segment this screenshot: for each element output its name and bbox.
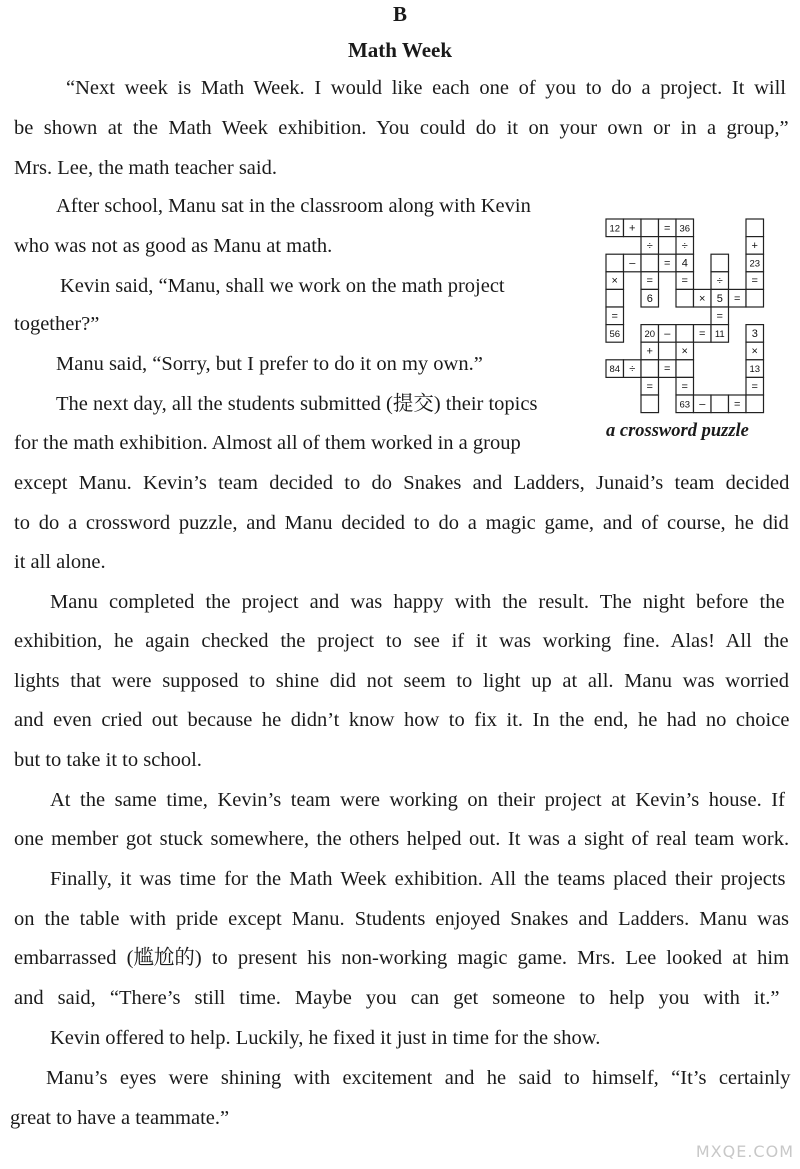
crossword-cell bbox=[694, 325, 712, 343]
crossword-cell bbox=[641, 289, 659, 307]
crossword-cell bbox=[659, 360, 677, 378]
svg-text:×: × bbox=[751, 345, 758, 358]
text-line: Kevin said, “Manu, shall we work on the math project bbox=[60, 275, 505, 297]
crossword-cell bbox=[606, 219, 624, 237]
crossword-cell bbox=[711, 272, 729, 290]
crossword-cell bbox=[641, 254, 659, 272]
crossword-cell bbox=[659, 219, 677, 237]
svg-text:84: 84 bbox=[609, 364, 621, 376]
text-line: it all alone. bbox=[14, 551, 106, 573]
svg-text:36: 36 bbox=[679, 223, 691, 235]
svg-text:–: – bbox=[664, 328, 671, 340]
crossword-cell bbox=[676, 395, 694, 413]
svg-text:=: = bbox=[664, 222, 671, 235]
crossword-cell bbox=[641, 360, 659, 378]
crossword-cell bbox=[676, 377, 694, 395]
text-line: Kevin offered to help. Luckily, he fixed it just in time for the show. bbox=[50, 1027, 601, 1049]
crossword-cell bbox=[624, 254, 642, 272]
svg-text:=: = bbox=[664, 257, 671, 270]
crossword-cell bbox=[624, 360, 642, 378]
crossword-cell bbox=[711, 254, 729, 272]
svg-text:=: = bbox=[716, 310, 723, 323]
svg-text:12: 12 bbox=[609, 223, 621, 235]
text-line: one member got stuck somewhere, the others helped out. It was a sight of real team work. bbox=[14, 828, 790, 850]
svg-text:23: 23 bbox=[749, 258, 761, 270]
text-line: except Manu. Kevin’s team decided to do Snakes and Ladders, Junaid’s team decided bbox=[14, 472, 790, 494]
svg-text:+: + bbox=[646, 345, 653, 358]
svg-text:=: = bbox=[681, 380, 688, 393]
text-line: on the table with pride except Manu. Students enjoyed Snakes and Ladders. Manu was bbox=[14, 908, 790, 930]
crossword-cell bbox=[729, 289, 747, 307]
svg-text:×: × bbox=[699, 292, 706, 305]
text-line: embarrassed (尴尬的) to present his non-working magic game. Mrs. Lee looked at him bbox=[14, 947, 790, 969]
crossword-cell bbox=[641, 395, 659, 413]
svg-text:=: = bbox=[734, 292, 741, 305]
crossword-cell bbox=[641, 377, 659, 395]
crossword-cell bbox=[641, 272, 659, 290]
svg-text:=: = bbox=[751, 380, 758, 393]
svg-text:÷: ÷ bbox=[681, 240, 688, 252]
svg-text:56: 56 bbox=[609, 329, 621, 340]
crossword-cell bbox=[746, 254, 764, 272]
svg-text:=: = bbox=[699, 328, 706, 340]
text-line: “Next week is Math Week. I would like each one of you to do a project. It will bbox=[66, 77, 786, 99]
svg-text:+: + bbox=[751, 240, 758, 252]
crossword-cell bbox=[641, 237, 659, 255]
crossword-cell bbox=[746, 272, 764, 290]
crossword-cell bbox=[746, 395, 764, 413]
svg-text:=: = bbox=[664, 363, 671, 376]
section-label: B bbox=[392, 2, 407, 26]
crossword-cell bbox=[606, 254, 624, 272]
svg-text:–: – bbox=[699, 398, 706, 411]
text-line: Manu said, “Sorry, but I prefer to do it on my own.” bbox=[56, 353, 483, 375]
crossword-cell bbox=[694, 395, 712, 413]
crossword-cell bbox=[729, 395, 747, 413]
crossword-cell bbox=[711, 307, 729, 325]
crossword-cell bbox=[641, 219, 659, 237]
svg-text:4: 4 bbox=[681, 257, 688, 270]
text-line: and even cried out because he didn’t know how to fix it. In the end, he had no choice bbox=[14, 709, 790, 731]
crossword-cell bbox=[711, 395, 729, 413]
crossword-cell bbox=[606, 325, 624, 343]
text-line: The next day, all the students submitted (提交) their topics bbox=[56, 393, 538, 415]
figure-caption: a crossword puzzle bbox=[606, 421, 749, 441]
text-line: but to take it to school. bbox=[14, 749, 202, 771]
svg-text:63: 63 bbox=[679, 399, 691, 411]
article-title: Math Week bbox=[347, 38, 453, 62]
crossword-cell bbox=[659, 325, 677, 343]
crossword-cell bbox=[641, 342, 659, 360]
crossword-cell bbox=[746, 360, 764, 378]
crossword-cell bbox=[746, 342, 764, 360]
crossword-cell bbox=[676, 360, 694, 378]
watermark: MXQE.COM bbox=[695, 1142, 794, 1161]
svg-text:=: = bbox=[734, 398, 741, 411]
crossword-cell bbox=[694, 289, 712, 307]
crossword-cell bbox=[746, 219, 764, 237]
crossword-cell bbox=[746, 325, 764, 343]
text-line: to do a crossword puzzle, and Manu decided to do a magic game, and of course, he did bbox=[14, 512, 789, 534]
crossword-cell bbox=[641, 325, 659, 343]
crossword-cell bbox=[676, 342, 694, 360]
svg-text:÷: ÷ bbox=[646, 240, 653, 252]
svg-text:×: × bbox=[681, 345, 688, 358]
text-line: Mrs. Lee, the math teacher said. bbox=[14, 157, 277, 179]
crossword-cell bbox=[711, 325, 729, 343]
crossword-cell bbox=[676, 289, 694, 307]
svg-text:6: 6 bbox=[646, 292, 653, 305]
crossword-cell bbox=[746, 377, 764, 395]
text-line: lights that were supposed to shine did not seem to light up at all. Manu was worried bbox=[14, 670, 790, 692]
text-line: together?” bbox=[14, 313, 100, 335]
crossword-cell bbox=[606, 272, 624, 290]
text-line: for the math exhibition. Almost all of them worked in a group bbox=[14, 432, 521, 454]
crossword-cell bbox=[746, 237, 764, 255]
svg-text:=: = bbox=[646, 275, 653, 288]
text-line: After school, Manu sat in the classroom along with Kevin bbox=[56, 195, 531, 217]
svg-text:=: = bbox=[751, 275, 758, 288]
crossword-cell bbox=[676, 325, 694, 343]
svg-text:20: 20 bbox=[644, 329, 656, 340]
crossword-puzzle-figure bbox=[603, 215, 773, 415]
crossword-cell bbox=[746, 289, 764, 307]
svg-text:×: × bbox=[611, 275, 618, 288]
svg-text:5: 5 bbox=[716, 292, 723, 305]
svg-text:=: = bbox=[646, 380, 653, 393]
text-line: Finally, it was time for the Math Week exhibition. All the teams placed their projects bbox=[50, 868, 786, 890]
crossword-cell bbox=[676, 219, 694, 237]
text-line: Manu’s eyes were shining with excitement and he said to himself, “It’s certainly bbox=[46, 1067, 791, 1089]
svg-text:÷: ÷ bbox=[629, 363, 636, 376]
svg-text:=: = bbox=[611, 310, 618, 323]
text-line: great to have a teammate.” bbox=[10, 1107, 230, 1129]
crossword-cell bbox=[606, 307, 624, 325]
svg-text:13: 13 bbox=[749, 364, 761, 376]
svg-text:–: – bbox=[629, 257, 636, 270]
crossword-cell bbox=[676, 272, 694, 290]
crossword-cell bbox=[676, 237, 694, 255]
crossword-cell bbox=[606, 360, 624, 378]
crossword-cell bbox=[711, 289, 729, 307]
crossword-cell bbox=[659, 254, 677, 272]
crossword-cell bbox=[606, 289, 624, 307]
svg-text:÷: ÷ bbox=[716, 275, 723, 288]
svg-text:=: = bbox=[681, 275, 688, 288]
text-line: be shown at the Math Week exhibition. You could do it on your own or in a group,” bbox=[14, 117, 789, 139]
svg-text:3: 3 bbox=[751, 328, 758, 340]
text-line: Manu completed the project and was happy with the result. The night before the bbox=[50, 591, 785, 613]
svg-text:11: 11 bbox=[714, 329, 725, 340]
crossword-cell bbox=[676, 254, 694, 272]
crossword-cell bbox=[624, 219, 642, 237]
svg-text:+: + bbox=[629, 222, 636, 235]
text-line: At the same time, Kevin’s team were working on their project at Kevin’s house. If bbox=[50, 789, 785, 811]
text-line: who was not as good as Manu at math. bbox=[14, 235, 333, 257]
text-line: exhibition, he again checked the project to see if it was working fine. Alas! All the bbox=[14, 630, 789, 652]
text-line: and said, “There’s still time. Maybe you can get someone to help you with it.” bbox=[14, 987, 780, 1009]
